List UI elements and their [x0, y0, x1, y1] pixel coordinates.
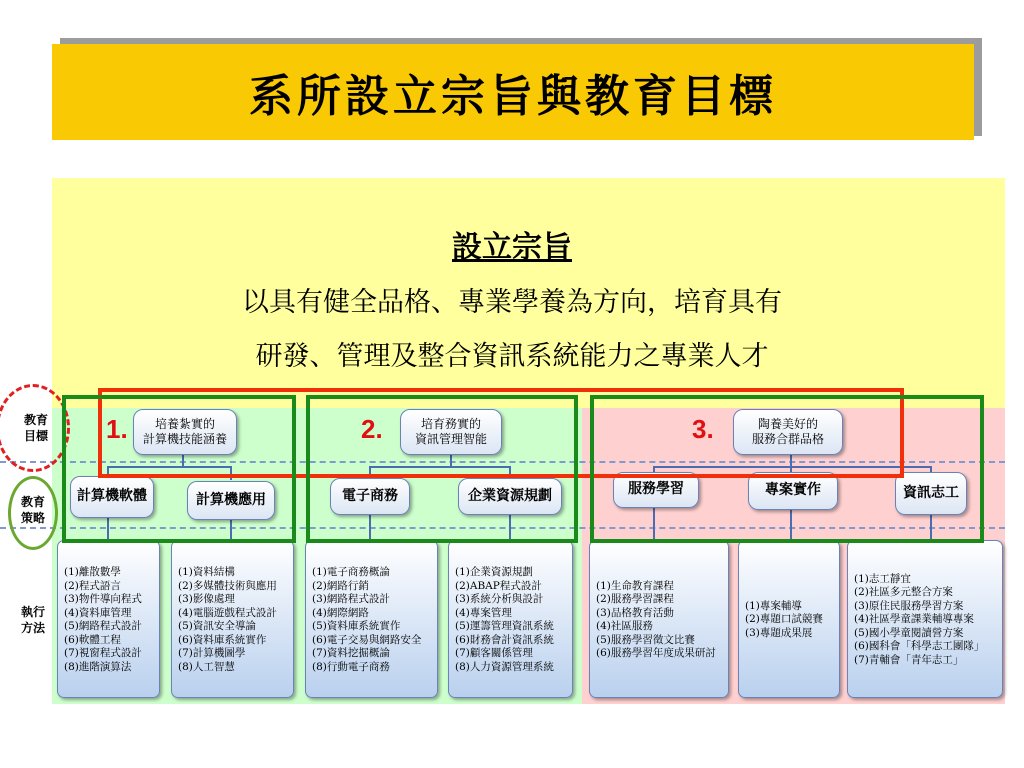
goal-number-1: 1.	[106, 414, 128, 444]
method-item: (3)專題成果展	[745, 626, 813, 639]
method-item: (6)軟體工程	[64, 633, 121, 646]
method-item: (2)ABAP程式設計	[455, 579, 542, 592]
method-item: (3)網路程式設計	[312, 593, 390, 605]
strategy-node: 計算機軟體	[70, 476, 154, 518]
method-item: (8)人力資源管理系統	[455, 660, 554, 673]
strategy-node: 企業資源規劃	[458, 478, 562, 515]
method-item: (1)電子商務概論	[312, 566, 390, 578]
method-item: (8)人工智慧	[178, 660, 235, 673]
method-item: (2)專題口試競賽	[745, 613, 823, 626]
strategy-node: 服務學習	[613, 472, 699, 508]
method-box	[171, 540, 294, 698]
method-item: (7)視窗程式設計	[64, 647, 142, 659]
method-item: (6)財務會計資訊系統	[455, 633, 554, 646]
goal-1-line2: 計算機技能涵養	[142, 432, 227, 446]
strategy-node: 電子商務	[330, 478, 410, 515]
method-item: (2)服務學習課程	[596, 593, 674, 605]
title-bar	[52, 44, 974, 140]
goal-number-2: 2.	[361, 414, 383, 444]
method-box	[738, 540, 840, 698]
method-box	[448, 540, 573, 698]
method-item: (4)資料庫管理	[64, 606, 132, 619]
goal-3-line1: 陶養美好的	[757, 417, 818, 431]
row-label-goals-line1: 教育	[23, 413, 48, 427]
method-item: (2)社區多元整合方案	[854, 586, 953, 599]
goal-1-line1: 培養紮實的	[154, 417, 215, 431]
method-item: (7)青輔會「青年志工」	[854, 653, 964, 666]
method-item: (4)電腦遊戲程式設計	[178, 606, 277, 619]
purpose-line-2: 研發、管理及整合資訊系統能力之專業人才	[255, 341, 769, 372]
purpose-heading	[0, 222, 1024, 266]
method-item: (5)運籌管理資訊系統	[455, 620, 554, 632]
goal-3-line2: 服務合群品格	[751, 432, 824, 446]
method-item: (6)資料庫系統實作	[178, 633, 267, 646]
row-label-methods-line1: 執行	[20, 605, 45, 619]
strategy-node: 專案實作	[748, 472, 838, 510]
goal-2-line1: 培育務實的	[420, 417, 481, 431]
row-label-strategies	[13, 494, 53, 526]
goal-2-line2: 資訊管理智能	[414, 432, 487, 446]
method-item: (1)生命教育課程	[596, 579, 674, 592]
method-item: (6)電子交易與網路安全	[312, 633, 422, 646]
method-item: (6)服務學習年度成果研討	[596, 647, 716, 659]
strategy-node: 計算機應用	[187, 481, 275, 520]
method-item: (7)資料挖掘概論	[312, 647, 390, 659]
method-item: (5)服務學習徵文比賽	[596, 633, 695, 646]
method-item: (5)資訊安全導論	[178, 620, 256, 632]
method-item: (5)網路程式設計	[64, 620, 142, 632]
method-item: (5)國小學童閱讀營方案	[854, 626, 964, 639]
row-label-methods-line2: 方法	[20, 621, 45, 635]
method-item: (2)程式語言	[64, 579, 121, 592]
method-item: (6)國科會「科學志工團隊」	[854, 640, 985, 653]
row-label-strategies-line2: 策略	[20, 511, 45, 525]
method-item: (4)社區服務	[596, 620, 653, 632]
method-item: (3)物件導向程式	[64, 593, 142, 605]
method-item: (7)計算機圖學	[178, 647, 246, 659]
row-label-goals	[16, 412, 56, 444]
purpose-line-1: 以具有健全品格、專業學養為方向，培育具有	[242, 287, 782, 318]
method-item: (1)資料結構	[178, 566, 235, 578]
method-item: (8)行動電子商務	[312, 660, 390, 673]
method-item: (3)原住民服務學習方案	[854, 599, 964, 612]
row-label-methods	[13, 604, 53, 636]
method-box	[57, 540, 160, 698]
group-frame-1	[62, 395, 296, 543]
group-frame-2	[306, 395, 578, 543]
method-item: (4)專案管理	[455, 606, 512, 619]
method-box	[305, 540, 438, 698]
method-item: (8)進階演算法	[64, 660, 132, 673]
row-label-strategies-line1: 教育	[20, 495, 45, 509]
method-item: (4)社區學童課業輔導專案	[854, 613, 974, 626]
method-item: (1)志工靜宜	[854, 572, 911, 585]
goal-number-3: 3.	[692, 414, 714, 444]
method-item: (4)網際網路	[312, 606, 369, 619]
row-label-goals-line2: 目標	[23, 429, 48, 443]
method-box	[589, 540, 729, 698]
method-item: (1)專案輔導	[745, 599, 802, 612]
method-item: (7)顧客關係管理	[455, 647, 533, 659]
page-title: 系所設立宗旨與教育目標	[249, 71, 777, 122]
method-item: (3)品格教育活動	[596, 606, 674, 619]
method-item: (3)影像處理	[178, 593, 235, 605]
group-frame-3	[590, 395, 984, 543]
method-item: (1)企業資源規劃	[455, 566, 533, 578]
method-item: (5)資料庫系統實作	[312, 620, 401, 632]
strategy-node: 資訊志工	[895, 472, 967, 515]
method-box	[847, 540, 1003, 698]
method-item: (2)多媒體技術與應用	[178, 579, 277, 592]
method-item: (2)網路行銷	[312, 579, 369, 592]
method-item: (3)系統分析與設計	[455, 593, 544, 605]
purpose-heading-text: 設立宗旨	[452, 230, 572, 265]
method-item: (1)離散數學	[64, 566, 121, 578]
